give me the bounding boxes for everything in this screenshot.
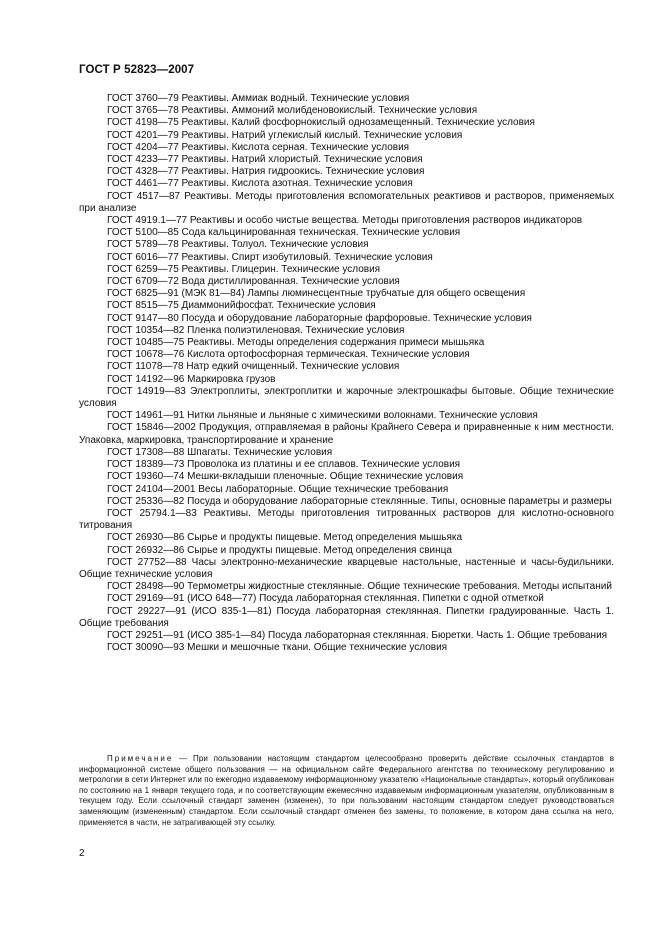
reference-item: ГОСТ 26930—86 Сырье и продукты пищевые. Метод определения мышьяка (107, 532, 463, 544)
reference-item: ГОСТ 29169—91 (ИСО 648—77) Посуда лабораторная стеклянная. Пипетки с одной отметкой (107, 593, 544, 605)
reference-item: ГОСТ 8515—75 Диаммонийфосфат. Технические условия (107, 300, 376, 312)
reference-item: ГОСТ 14919—83 Электроплиты, электроплитки и жарочные электрошкафы бытовые. Общие технические условия (79, 385, 614, 410)
reference-item: ГОСТ 6016—77 Реактивы. Спирт изобутиловый. Технические условия (107, 251, 433, 263)
reference-item: ГОСТ 4198—75 Реактивы. Калий фосфорнокислый однозамещенный. Технические условия (107, 117, 535, 129)
reference-item: ГОСТ 30090—93 Мешки и мешочные ткани. Общие технические условия (107, 642, 448, 654)
reference-item: ГОСТ 4328—77 Реактивы. Натрия гидроокись. Технические условия (107, 166, 425, 178)
reference-item: ГОСТ 10354—82 Пленка полиэтиленовая. Технические условия (107, 324, 405, 336)
reference-item: ГОСТ 24104—2001 Весы лабораторные. Общие технические требования (107, 483, 449, 495)
reference-item: ГОСТ 3765—78 Реактивы. Аммоний молибденовокислый. Технические условия (107, 105, 478, 117)
reference-item: ГОСТ 10678—76 Кислота ортофосфорная термическая. Технические условия (107, 349, 470, 361)
reference-item: ГОСТ 3760—79 Реактивы. Аммиак водный. Технические условия (107, 93, 410, 104)
reference-item: ГОСТ 29227—91 (ИСО 835-1—81) Посуда лабораторная стеклянная. Пипетки градуированные. Часть 1. Общие требования (79, 605, 614, 629)
reference-item: ГОСТ 25336—82 Посуда и оборудование лабораторные стеклянные. Типы, основные параметры и размеры (107, 495, 612, 507)
document-header: ГОСТ Р 52823—2007 (79, 64, 195, 76)
note-text: — При пользовании настоящим стандартом целесообразно проверить действие ссылочных стандартов в информационной системе общего пользования — на официальном сайте Федерального агентства по техническому регулированию и метрологии в сети Интернет или по ежегодно издаваемому информационному указателю «Национальные стандарты», который опубликован по состоянию на 1 января текущего года, и по соответствующим ежемесячно издаваемым информационным указателям, опубликованным в текущем году. Если ссылочный стандарт заменен (изменен), то при пользовании настоящим стандартом следует руководствоваться заменяющим (измененным) стандартом. Если ссылочный стандарт отменен без замены, то положение, в котором дана ссылка на него, применяется в части, не затрагивающей эту ссылку. (79, 754, 614, 827)
reference-item: ГОСТ 15846—2002 Продукция, отправляемая в районы Крайнего Севера и приравненные к ним местности. Упаковка, маркировка, транспортирование и хранение (79, 422, 614, 446)
reference-item: ГОСТ 5789—78 Реактивы. Толуол. Технические условия (107, 239, 369, 251)
reference-item: ГОСТ 11078—78 Натр едкий очищенный. Технические условия (107, 361, 400, 373)
note-lead: Примечание (107, 754, 174, 763)
reference-item: ГОСТ 14961—91 Нитки льняные и льняные с химическими волокнами. Технические условия (107, 410, 538, 422)
reference-item: ГОСТ 27752—88 Часы электронно-механические кварцевые настольные, настенные и часы-будильники. Общие технические условия (79, 556, 614, 580)
reference-item: ГОСТ 9147—80 Посуда и оборудование лабораторные фарфоровые. Технические условия (107, 312, 532, 324)
reference-item: ГОСТ 26932—86 Сырье и продукты пищевые. Метод определения свинца (107, 544, 452, 556)
reference-item: ГОСТ 19360—74 Мешки-вкладыши пленочные. Общие технические условия (107, 471, 464, 483)
reference-item: ГОСТ 28498—90 Термометры жидкостные стеклянные. Общие технические требования. Методы испытаний (107, 581, 612, 593)
reference-item: ГОСТ 6825—91 (МЭК 81—84) Лампы люминесцентные трубчатые для общего освещения (107, 288, 526, 300)
reference-item: ГОСТ 18389—73 Проволока из платины и ее сплавов. Технические условия (107, 459, 461, 471)
reference-item: ГОСТ 6709—72 Вода дистиллированная. Технические условия (107, 276, 400, 288)
reference-item: ГОСТ 4919.1—77 Реактивы и особо чистые вещества. Методы приготовления растворов индикаторов (107, 215, 583, 227)
reference-item: ГОСТ 10485—75 Реактивы. Методы определения содержания примеси мышьяка (107, 337, 485, 349)
note-paragraph (79, 754, 614, 828)
normative-references-list (79, 93, 614, 654)
page-number: 2 (79, 848, 85, 859)
reference-item: ГОСТ 6259—75 Реактивы. Глицерин. Технические условия (107, 263, 381, 275)
reference-item: ГОСТ 17308—88 Шпагаты. Технические условия (107, 446, 333, 458)
reference-item: ГОСТ 4461—77 Реактивы. Кислота азотная. Технические условия (107, 178, 413, 190)
reference-item: ГОСТ 4517—87 Реактивы. Методы приготовления вспомогательных реактивов и растворов, применяемых при анализе (79, 190, 614, 214)
reference-item: ГОСТ 25794.1—83 Реактивы. Методы приготовления титрованных растворов для кислотно-основного титрования (79, 507, 614, 532)
reference-item: ГОСТ 4204—77 Реактивы. Кислота серная. Технические условия (107, 141, 410, 153)
reference-item: ГОСТ 4233—77 Реактивы. Натрий хлористый. Технические условия (107, 154, 423, 166)
reference-item: ГОСТ 4201—79 Реактивы. Натрий углекислый кислый. Технические условия (107, 129, 463, 141)
reference-item: ГОСТ 14192—96 Маркировка грузов (107, 373, 276, 385)
reference-item: ГОСТ 29251—91 (ИСО 385-1—84) Посуда лабораторная стеклянная. Бюретки. Часть 1. Общие требования (107, 629, 608, 641)
reference-item: ГОСТ 5100—85 Сода кальцинированная техническая. Технические условия (107, 227, 461, 239)
